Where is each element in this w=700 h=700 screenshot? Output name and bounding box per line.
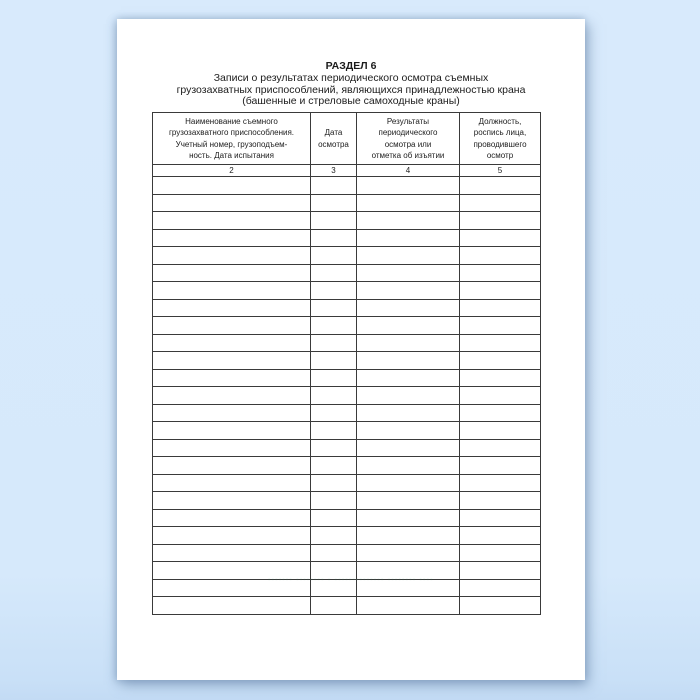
table-row: [153, 229, 541, 247]
empty-cell: [311, 352, 357, 370]
empty-cell: [357, 334, 460, 352]
table-row: [153, 474, 541, 492]
table-row: [153, 177, 541, 195]
table-row: [153, 264, 541, 282]
inspection-records-table: [152, 112, 541, 615]
empty-cell: [311, 369, 357, 387]
table-row: [153, 439, 541, 457]
empty-cell: [357, 562, 460, 580]
empty-cell: [311, 457, 357, 475]
subtitle-line-3: (башенные и стреловые самоходные краны): [242, 95, 460, 108]
empty-cell: [311, 404, 357, 422]
empty-cell: [460, 544, 541, 562]
table-row: [153, 404, 541, 422]
empty-cell: [153, 282, 311, 300]
empty-cell: [153, 422, 311, 440]
empty-cell: [357, 212, 460, 230]
empty-cell: [311, 562, 357, 580]
empty-cell: [357, 369, 460, 387]
empty-cell: [460, 492, 541, 510]
empty-cell: [357, 597, 460, 615]
empty-cell: [153, 579, 311, 597]
header-line: отметка об изъятии: [371, 151, 445, 160]
empty-cell: [153, 194, 311, 212]
table-row: [153, 387, 541, 405]
column-number-row: [153, 165, 541, 177]
empty-cell: [357, 247, 460, 265]
header-line: грузозахватного приспособления.: [168, 128, 295, 137]
empty-cell: [153, 264, 311, 282]
empty-cell: [357, 404, 460, 422]
empty-cell: [357, 299, 460, 317]
empty-cell: [460, 229, 541, 247]
header-line: Учетный номер, грузоподъем-: [175, 139, 288, 149]
empty-cell: [460, 404, 541, 422]
empty-cell: [357, 387, 460, 405]
empty-cell: [153, 334, 311, 352]
empty-cell: [153, 212, 311, 230]
empty-cell: [357, 264, 460, 282]
column-number: 3: [311, 165, 357, 177]
header-line: Результаты: [386, 116, 430, 126]
empty-cell: [153, 492, 311, 510]
empty-cell: [357, 439, 460, 457]
header-line: Должность,: [478, 116, 522, 126]
table-row: [153, 509, 541, 527]
empty-cell: [153, 247, 311, 265]
empty-cell: [357, 317, 460, 335]
empty-cell: [460, 422, 541, 440]
empty-cell: [311, 194, 357, 212]
table-row: [153, 194, 541, 212]
empty-cell: [357, 474, 460, 492]
empty-cell: [460, 334, 541, 352]
header-cell-inspector-signature: [460, 113, 541, 165]
empty-cell: [460, 527, 541, 545]
section-title: РАЗДЕЛ 6: [325, 60, 377, 72]
empty-cell: [460, 299, 541, 317]
empty-cell: [460, 317, 541, 335]
empty-cell: [153, 457, 311, 475]
empty-cell: [153, 387, 311, 405]
empty-cell: [460, 282, 541, 300]
empty-cell: [153, 317, 311, 335]
header-line: периодического: [378, 128, 438, 137]
empty-cell: [311, 422, 357, 440]
table-header-row: [153, 113, 541, 165]
column-number: 5: [460, 165, 541, 177]
empty-cell: [460, 369, 541, 387]
subtitle-line-1: Записи о результатах периодического осмотра съемных: [213, 71, 489, 84]
empty-cell: [153, 527, 311, 545]
watermark: ······· ········ · ·············· ········ ····: [268, 576, 434, 583]
empty-cell: [357, 509, 460, 527]
table-row: [153, 492, 541, 510]
empty-cell: [311, 527, 357, 545]
header-cell-appliance-name: [153, 113, 311, 165]
empty-cell: [153, 369, 311, 387]
empty-cell: [153, 562, 311, 580]
empty-cell: [311, 247, 357, 265]
empty-cell: [311, 229, 357, 247]
subtitle-line-2: грузозахватных приспособлений, являющихся принадлежностью крана: [176, 83, 526, 96]
empty-cell: [311, 299, 357, 317]
header-line: Дата: [324, 128, 343, 137]
table-row: [153, 352, 541, 370]
empty-cell: [153, 404, 311, 422]
empty-cell: [311, 264, 357, 282]
empty-cell: [460, 579, 541, 597]
table-row: [153, 282, 541, 300]
empty-cell: [153, 597, 311, 615]
table-row: [153, 457, 541, 475]
empty-cell: [311, 334, 357, 352]
empty-cell: [460, 194, 541, 212]
table-row: [153, 212, 541, 230]
header-line: осмотр: [486, 151, 514, 160]
empty-cell: [153, 509, 311, 527]
header-line: ность. Дата испытания: [189, 151, 274, 160]
empty-cell: [357, 282, 460, 300]
empty-cell: [460, 474, 541, 492]
header-cell-inspection-results: [357, 113, 460, 165]
table-row: [153, 544, 541, 562]
empty-cell: [311, 509, 357, 527]
table-row: [153, 422, 541, 440]
title-block: [117, 61, 585, 108]
empty-cell: [357, 492, 460, 510]
empty-cell: [460, 562, 541, 580]
table-row: [153, 334, 541, 352]
header-line: роспись лица,: [473, 128, 527, 137]
empty-cell: [357, 527, 460, 545]
table-row: [153, 527, 541, 545]
table-row: [153, 247, 541, 265]
table-body: [153, 177, 541, 615]
column-number: 4: [357, 165, 460, 177]
empty-cell: [311, 474, 357, 492]
empty-cell: [153, 544, 311, 562]
empty-cell: [357, 422, 460, 440]
header-line: Наименование съемного: [185, 116, 278, 126]
table-row: [153, 299, 541, 317]
empty-cell: [311, 492, 357, 510]
document-page: [117, 19, 585, 680]
empty-cell: [460, 387, 541, 405]
empty-cell: [460, 247, 541, 265]
table-row: [153, 597, 541, 615]
empty-cell: [357, 352, 460, 370]
table-row: [153, 369, 541, 387]
empty-cell: [153, 229, 311, 247]
empty-cell: [357, 229, 460, 247]
empty-cell: [311, 544, 357, 562]
empty-cell: [311, 282, 357, 300]
header-cell-inspection-date: [311, 113, 357, 165]
header-line: осмотра: [318, 139, 349, 149]
table-row: [153, 579, 541, 597]
empty-cell: [153, 299, 311, 317]
empty-cell: [153, 352, 311, 370]
table-row: [153, 562, 541, 580]
empty-cell: [460, 177, 541, 195]
empty-cell: [357, 544, 460, 562]
empty-cell: [311, 439, 357, 457]
empty-cell: [460, 264, 541, 282]
empty-cell: [153, 474, 311, 492]
empty-cell: [357, 457, 460, 475]
empty-cell: [311, 579, 357, 597]
header-line: осмотра или: [384, 139, 432, 149]
header-line: проводившего: [473, 139, 527, 149]
empty-cell: [311, 597, 357, 615]
empty-cell: [311, 177, 357, 195]
empty-cell: [357, 194, 460, 212]
empty-cell: [153, 439, 311, 457]
empty-cell: [460, 439, 541, 457]
empty-cell: [460, 212, 541, 230]
empty-cell: [460, 509, 541, 527]
empty-cell: [460, 597, 541, 615]
empty-cell: [357, 177, 460, 195]
empty-cell: [460, 352, 541, 370]
empty-cell: [153, 177, 311, 195]
empty-cell: [311, 317, 357, 335]
table-row: [153, 317, 541, 335]
empty-cell: [357, 579, 460, 597]
column-number: 2: [153, 165, 311, 177]
empty-cell: [460, 457, 541, 475]
empty-cell: [311, 212, 357, 230]
empty-cell: [311, 387, 357, 405]
